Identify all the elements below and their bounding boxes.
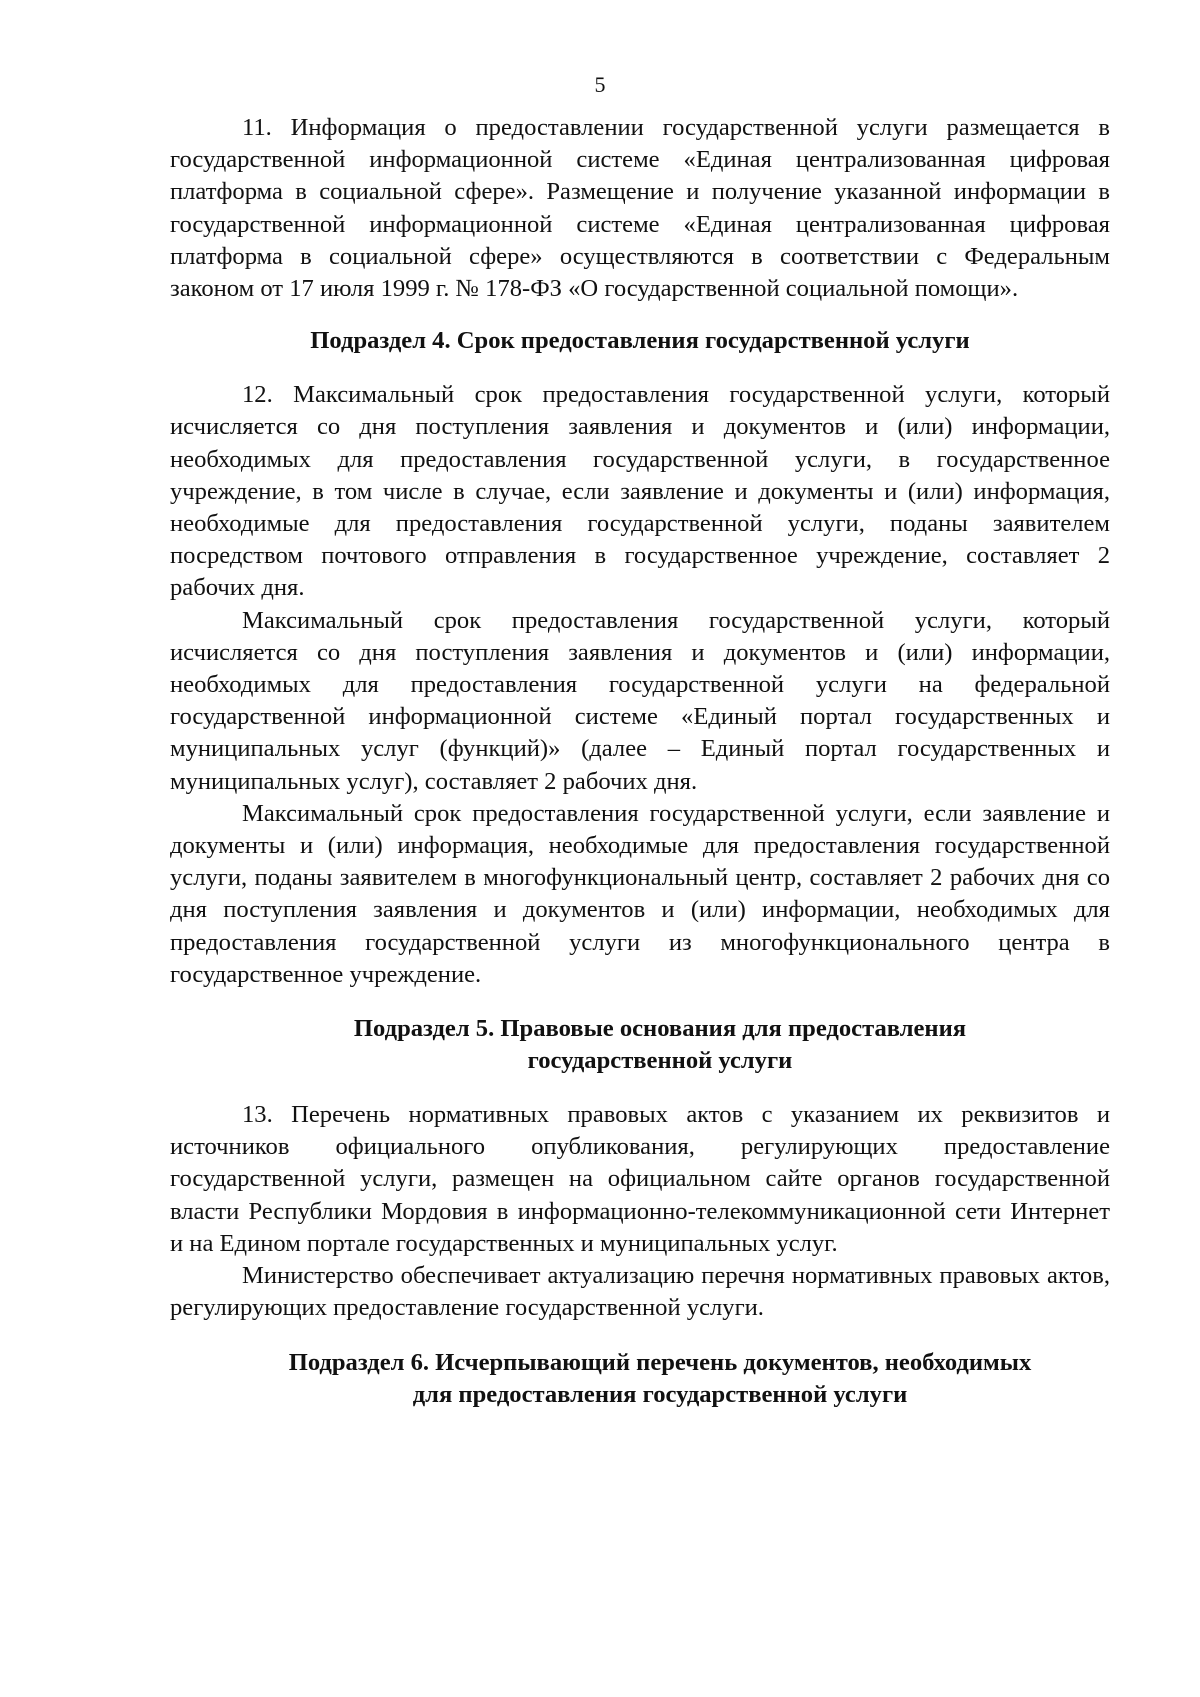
document-body (170, 112, 1110, 1411)
subsection-6-heading-line1: Подраздел 6. Исчерпывающий перечень документов, необходимых (288, 1348, 1032, 1376)
paragraph-13-ministry: Министерство обеспечивает актуализацию перечня нормативных правовых актов, регулирующих предоставление государственной услуги. (170, 1262, 1110, 1322)
subsection-6-heading (170, 1347, 1110, 1411)
subsection-5-heading-line1: Подраздел 5. Правовые основания для предоставления (353, 1015, 967, 1043)
paragraph-12-portal: Максимальный срок предоставления государственной услуги, который исчисляется со дня поступления заявления и документов и (или) информации, необходимых для предоставления государственной услуги на федеральной государственной информационной системе «Единый портал государственных и муниципальных услуг (функций)» (далее – Единый портал государственных и муниципальных услуг), составляет 2 рабочих дня. (170, 606, 1110, 795)
subsection-4-heading: Подраздел 4. Срок предоставления государственной услуги (310, 327, 970, 355)
subsection-6-heading-line2: для предоставления государственной услуги (412, 1380, 908, 1408)
subsection-5-heading (170, 1013, 1110, 1077)
paragraph-13: 13. Перечень нормативных правовых актов с указанием их реквизитов и источников официального опубликования, регулирующих предоставление государственной услуги, размещен на официальном сайте органов государственной власти Республики Мордовия в информационно-телекоммуникационной сети Интернет и на Едином портале государственных и муниципальных услуг. (170, 1101, 1110, 1257)
paragraph-12-mfc: Максимальный срок предоставления государственной услуги, если заявление и документы и (или) информация, необходимые для предоставления государственной услуги, поданы заявителем в многофункциональный центр, составляет 2 рабочих дня со дня поступления заявления и документов и (или) информации, необходимых для предоставления государственной услуги из многофункционального центра в государственное учреждение. (170, 799, 1110, 988)
subsection-5-heading-line2: государственной услуги (527, 1047, 793, 1075)
paragraph-12: 12. Максимальный срок предоставления государственной услуги, который исчисляется со дня поступления заявления и документов и (или) информации, необходимых для предоставления государственной услуги, в государственное учреждение, в том числе в случае, если заявление и документы и (или) информация, необходимые для предоставления государственной услуги, поданы заявителем посредством почтового отправления в государственное учреждение, составляет 2 рабочих дня. (170, 381, 1110, 602)
paragraph-11: 11. Информация о предоставлении государственной услуги размещается в государственной информационной системе «Единая централизованная цифровая платформа в социальной сфере». Размещение и получение указанной информации в государственной информационной системе «Единая централизованная цифровая платформа в социальной сфере» осуществляются в соответствии с Федеральным законом от 17 июля 1999 г. № 178-ФЗ «О государственной социальной помощи». (170, 114, 1110, 303)
page-number: 5 (594, 72, 606, 97)
